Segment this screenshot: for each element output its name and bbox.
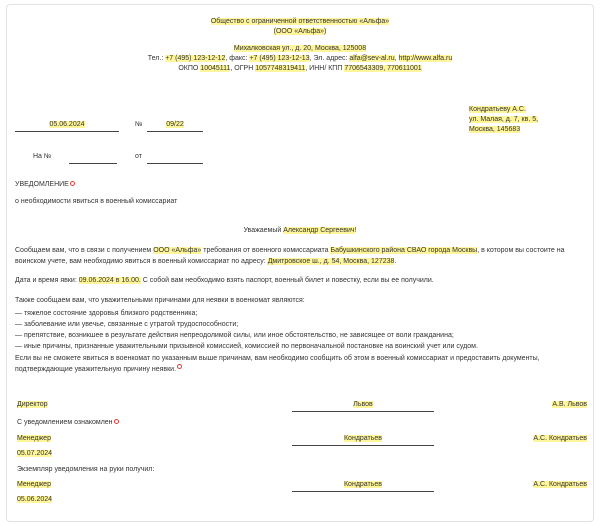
appearance-datetime: 09.06.2024 в 16.00. <box>78 277 141 284</box>
director-title: Директор <box>17 401 48 408</box>
greeting: Уважаемый Александр Сергеевич! <box>243 227 357 234</box>
copy-date: 05.06.2024 <box>17 496 53 503</box>
copy-signature-line <box>292 491 434 492</box>
paragraph-requirement: Сообщаем вам, что в связи с получением ООО «Альфа» требования от военного комиссариата Бабушкинского района СВАО города Москвы, в котором вы состоите на воинском учете, вам необходимо явиться в военный комиссариат по адресу: Дмитровское ш., д. 54, Москва, 127238. <box>15 247 565 265</box>
manager-signature-line <box>292 445 434 446</box>
document-title: УВЕДОМЛЕНИЕ <box>15 181 75 188</box>
company-name: Общество с ограниченной ответственностью «Альфа» <box>210 18 390 25</box>
acknowledged-date: 05.07.2024 <box>17 450 53 457</box>
comment-marker-icon[interactable] <box>70 181 75 186</box>
director-name: А.В. Львов <box>552 401 587 408</box>
copy-name: А.С. Кондратьев <box>533 481 587 488</box>
manager-title: Менеджер <box>17 435 51 442</box>
director-signature: Львов <box>353 401 373 408</box>
company-short-name: (ООО «Альфа») <box>273 28 327 35</box>
manager-signature: Кондратьев <box>343 435 383 442</box>
company-address: Михалковская ул., д. 20, Москва, 125008 <box>233 45 367 52</box>
outgoing-number: 09/22 <box>166 121 184 128</box>
in-reply-label: На № <box>33 153 52 160</box>
company-site: http://www.alfa.ru <box>398 55 453 62</box>
document-page <box>6 4 594 522</box>
company-contacts: Тел.: +7 (495) 123-12-12, факс: +7 (495) 123-12-13, Эл. адрес: alfa@sev-al.ru, http://www.alfa.ru <box>147 55 453 62</box>
copy-title: Менеджер <box>17 481 51 488</box>
company-ogrn: 1057748319411 <box>255 65 306 72</box>
company-registry: ОКПО 10045111, ОГРН 1057748319411, ИНН/ КПП 7706543309, 770611001 <box>178 65 422 72</box>
in-reply-line <box>69 163 117 164</box>
outgoing-date: 05.06.2024 <box>49 121 85 128</box>
company-okpo: 10045111 <box>200 65 231 72</box>
greeting-name: Александр Сергеевич <box>283 227 355 234</box>
from-line <box>147 163 203 164</box>
number-label: № <box>135 121 143 128</box>
recipient-name: Кондратьеву А.С. <box>469 106 526 113</box>
paragraph-notice: Если вы не сможете явиться в военкомат по указанным выше причинам, вам необходимо сообщить об этом в военный комиссариат и предоставить документы, подтверждающие уважительную причину неявки. <box>15 355 540 373</box>
company-phone: +7 (495) 123-12-12 <box>165 55 226 62</box>
paragraph-datetime: Дата и время явки: 09.06.2024 в 16.00. С собой вам необходимо взять паспорт, военный билет и повестку, если вы ее получили. <box>15 277 434 284</box>
company-details <box>7 44 593 74</box>
director-signature-line <box>292 411 434 412</box>
paragraph-reasons-intro: Также сообщаем вам, что уважительными причинами для неявки в военкомат являются: <box>15 297 305 304</box>
recipient-block <box>469 105 538 135</box>
comment-marker-icon[interactable] <box>177 364 182 369</box>
list-item: — препятствие, возникшее в результате действия непреодолимой силы, или иное обстоятельство, не зависящее от воли гражданина; <box>15 330 585 341</box>
commissariat-district: Бабушкинского района СВАО города Москвы <box>330 247 478 254</box>
company-fax: +7 (495) 123-12-13 <box>249 55 310 62</box>
copy-received-label: Экземпляр уведомления на руки получил: <box>17 466 155 473</box>
company-email: alfa@sev-al.ru <box>349 55 395 62</box>
recipient-city: Москва, 145683 <box>469 126 521 133</box>
company-inn: 7706543309, 770611001 <box>344 65 422 72</box>
reasons-list <box>15 308 585 352</box>
company-mention: ООО «Альфа» <box>153 247 202 254</box>
recipient-street: ул. Малая, д. 7, кв. 5, <box>469 116 539 123</box>
list-item: — тяжелое состояние здоровья близкого родственника; <box>15 308 585 319</box>
manager-name: А.С. Кондратьев <box>533 435 587 442</box>
from-label: от <box>135 153 142 160</box>
list-item: — заболевание или увечье, связанные с утратой трудоспособности; <box>15 319 585 330</box>
date-line <box>15 131 119 132</box>
company-header <box>7 17 593 37</box>
copy-signature: Кондратьев <box>343 481 383 488</box>
comment-marker-icon[interactable] <box>114 419 119 424</box>
commissariat-address: Дмитровское ш., д. 54, Москва, 127238 <box>267 258 395 265</box>
acknowledged-label: С уведомлением ознакомлен <box>17 419 119 426</box>
document-subtitle: о необходимости явиться в военный комиссариат <box>15 198 178 205</box>
list-item: — иные причины, признанные уважительными призывной комиссией, комиссией по первоначальной постановке на воинский учет или судом. <box>15 341 585 352</box>
number-line <box>147 131 203 132</box>
